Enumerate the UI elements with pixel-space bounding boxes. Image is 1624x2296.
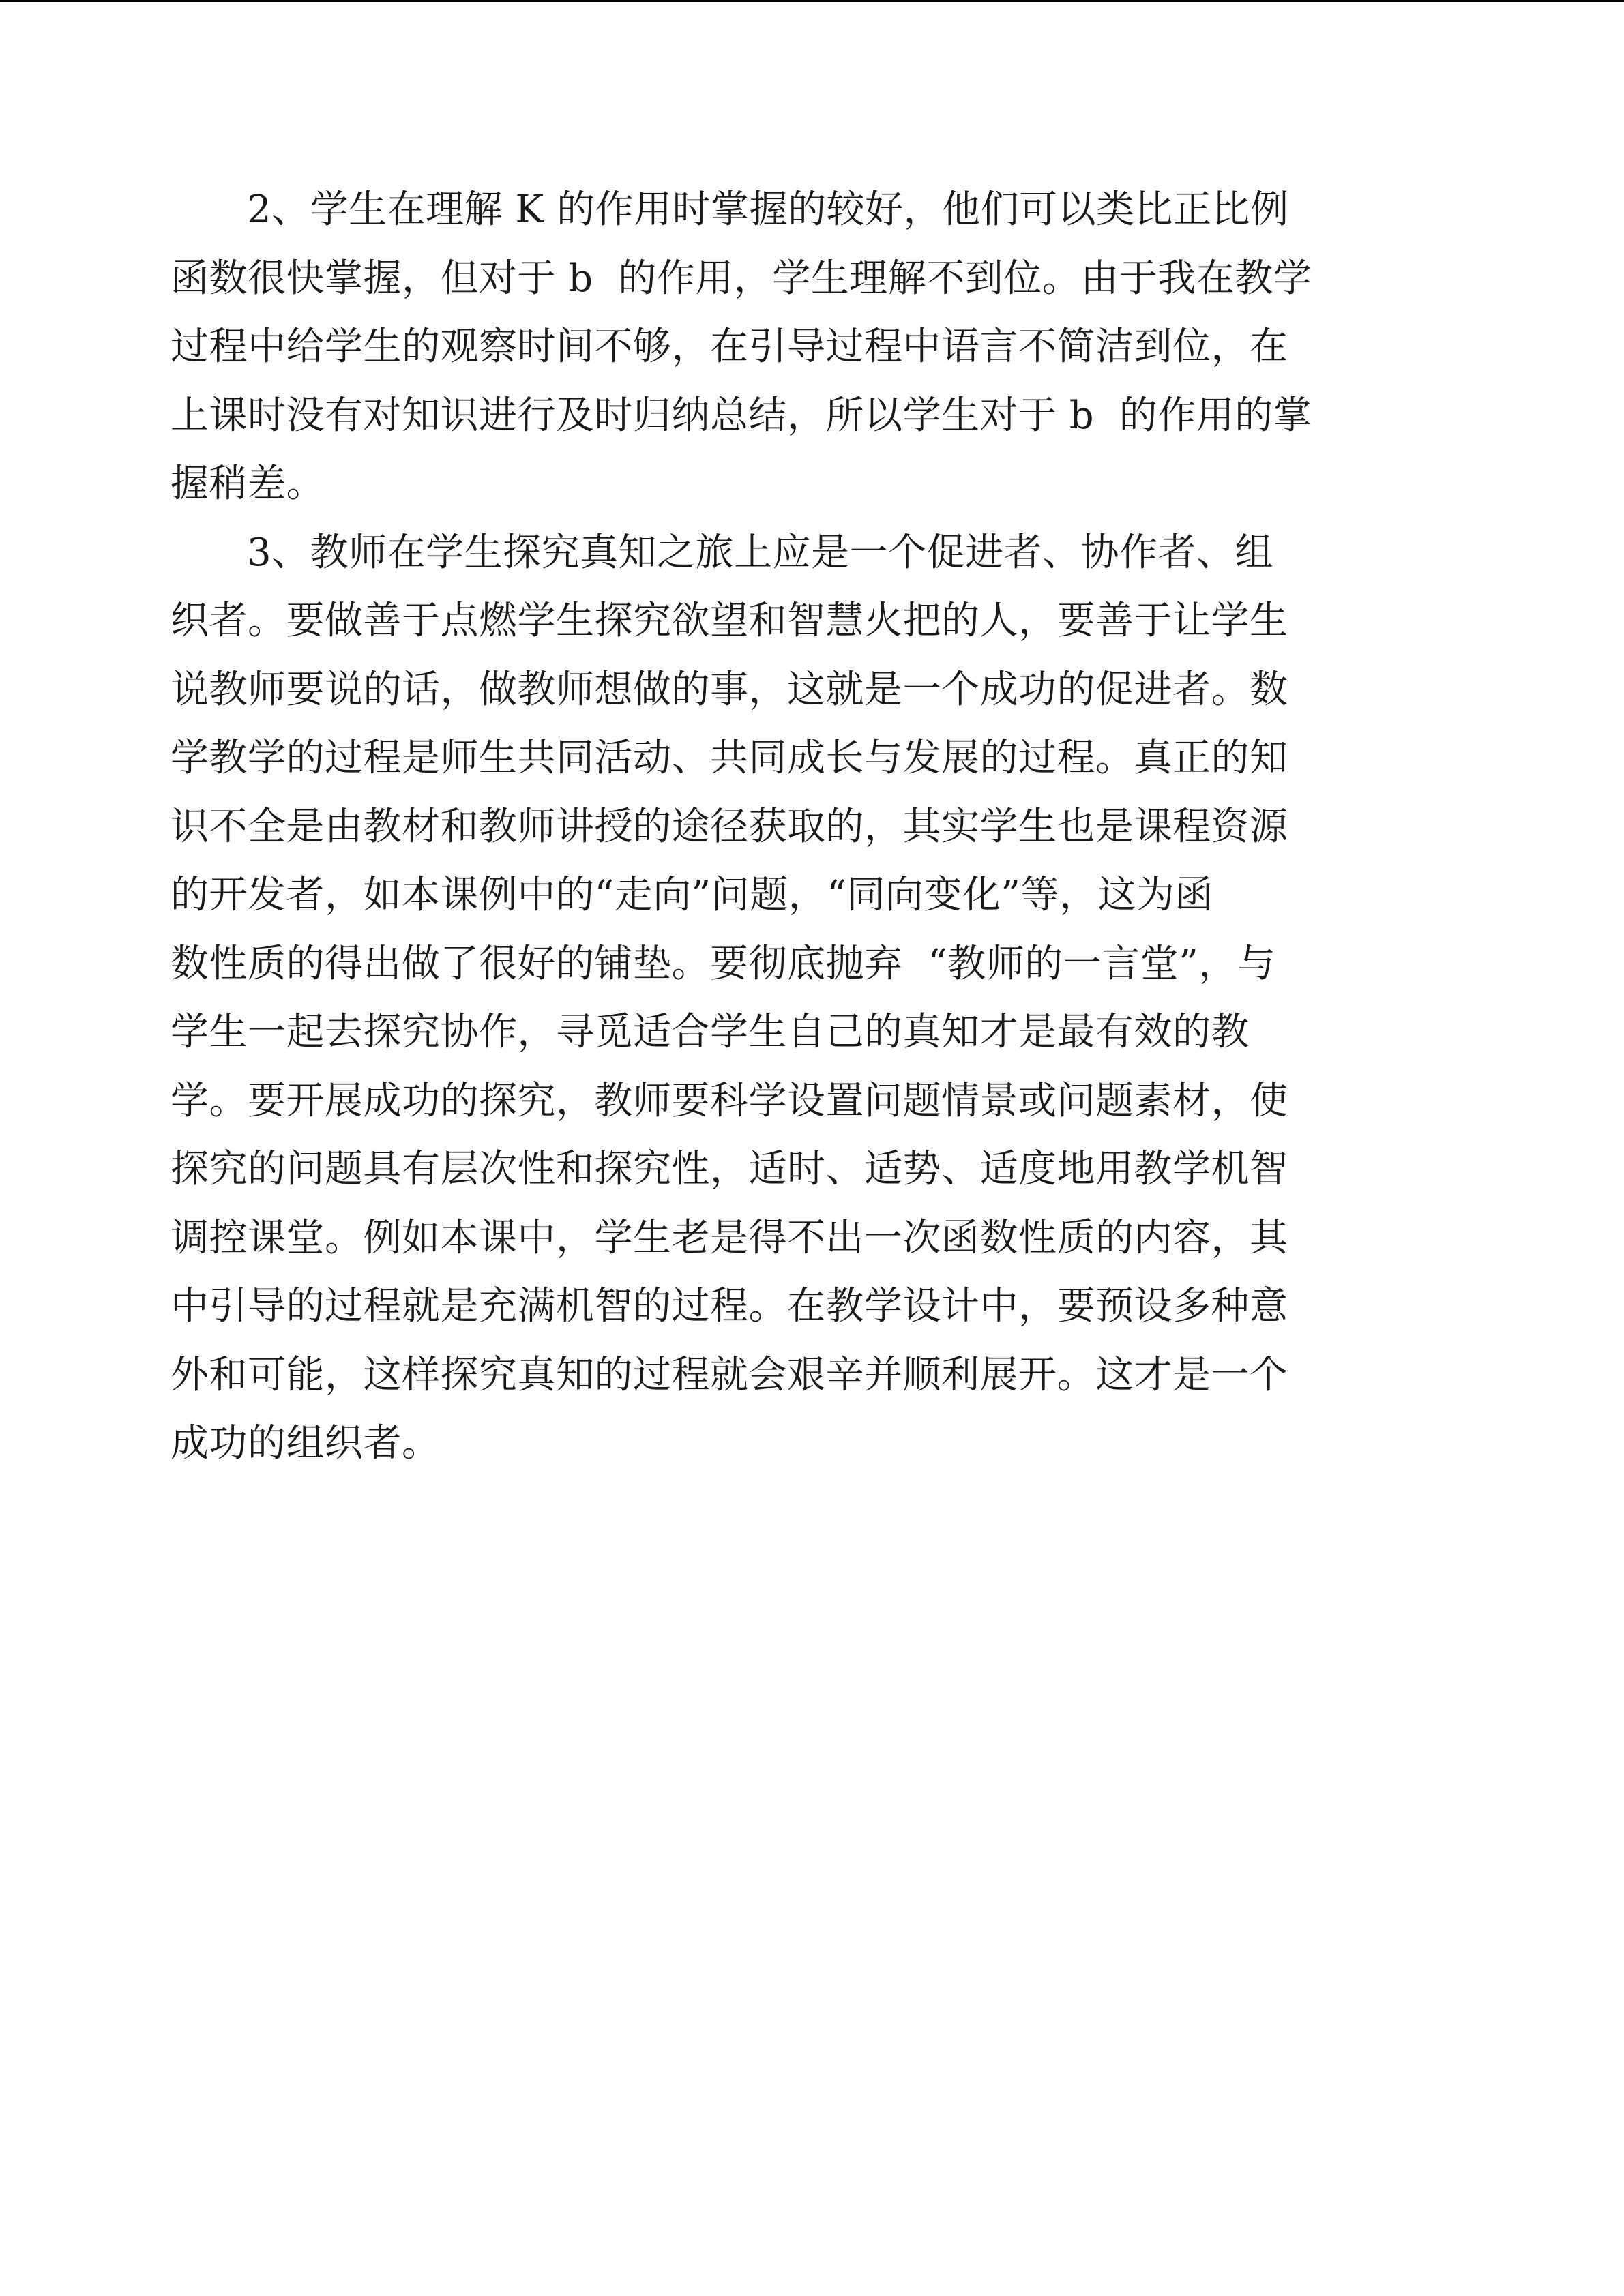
text-line: 学教学的过程是师生共同活动、共同成长与发展的过程。真正的知 bbox=[171, 736, 1288, 780]
text-line: 探究的问题具有层次性和探究性，适时、适势、适度地用教学机智 bbox=[171, 1147, 1288, 1191]
text-line: 过程中给学生的观察时间不够，在引导过程中语言不简洁到位，在 bbox=[171, 325, 1288, 369]
text-line: 的开发者，如本课例中的“走向”问题，“同向变化”等，这为函 bbox=[171, 873, 1214, 917]
paragraph-3 bbox=[171, 519, 1460, 1478]
text-line: 数性质的得出做了很好的铺垫。要彻底抛弃 “教师的一言堂”，与 bbox=[171, 941, 1276, 986]
text-line: 外和可能，这样探究真知的过程就会艰辛并顺利展开。这才是一个 bbox=[171, 1352, 1288, 1397]
text-line: 上课时没有对知识进行及时归纳总结，所以学生对于 b 的作用的掌 bbox=[171, 393, 1312, 438]
text-line: 调控课堂。例如本课中，学生老是得不出一次函数性质的内容，其 bbox=[171, 1215, 1288, 1260]
text-line: 识不全是由教材和教师讲授的途径获取的，其实学生也是课程资源 bbox=[171, 804, 1288, 849]
paragraph-2 bbox=[171, 176, 1460, 519]
text-line: 握稍差。 bbox=[171, 462, 325, 506]
text-line: 成功的组织者。 bbox=[171, 1421, 441, 1465]
text-line: 织者。要做善于点燃学生探究欲望和智慧火把的人，要善于让学生 bbox=[171, 599, 1288, 643]
text-line: 学。要开展成功的探究，教师要科学设置问题情景或问题素材，使 bbox=[171, 1078, 1288, 1123]
text-line: 中引导的过程就是充满机智的过程。在教学设计中，要预设多种意 bbox=[171, 1284, 1288, 1328]
text-line: 2、学生在理解 K 的作用时掌握的较好，他们可以类比正比例 bbox=[247, 188, 1289, 232]
text-line: 学生一起去探究协作，寻觅适合学生自己的真知才是最有效的教 bbox=[171, 1010, 1250, 1054]
text-line: 函数很快掌握，但对于 b 的作用，学生理解不到位。由于我在教学 bbox=[171, 256, 1312, 301]
text-line: 说教师要说的话，做教师想做的事，这就是一个成功的促进者。数 bbox=[171, 667, 1288, 712]
document-body bbox=[171, 176, 1460, 1478]
text-line: 3、教师在学生探究真知之旅上应是一个促进者、协作者、组 bbox=[247, 530, 1274, 575]
